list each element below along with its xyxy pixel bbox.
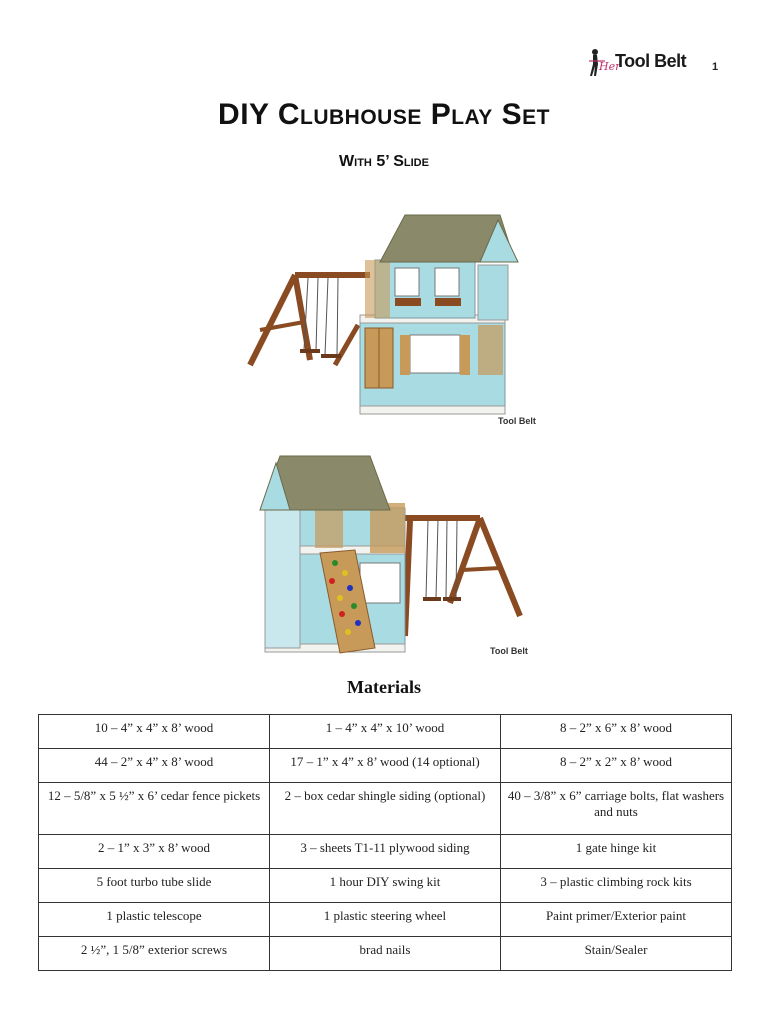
table-cell: 17 – 1” x 4” x 8’ wood (14 optional) [270,749,501,783]
materials-table [38,714,732,971]
table-cell: 3 – plastic climbing rock kits [501,869,732,903]
watermark: Tool Belt [498,416,536,426]
table-cell: 8 – 2” x 2” x 8’ wood [501,749,732,783]
table-cell: 40 – 3/8” x 6” carriage bolts, flat washers and nuts [501,783,732,835]
table-row [39,835,732,869]
table-cell: 3 – sheets T1-11 plywood siding [270,835,501,869]
table-cell: 1 plastic steering wheel [270,903,501,937]
clubhouse-front-illustration [240,210,540,435]
table-cell: 1 plastic telescope [39,903,270,937]
materials-heading: Materials [347,677,421,697]
her-tool-belt-logo [585,46,703,78]
page-subtitle: With 5’ Slide [339,153,429,170]
page-number: 1 [712,61,719,73]
table-row [39,749,732,783]
table-row [39,715,732,749]
table-cell: 2 – 1” x 3” x 8’ wood [39,835,270,869]
table-cell: brad nails [270,937,501,971]
table-cell: Paint primer/Exterior paint [501,903,732,937]
table-row [39,937,732,971]
table-cell: 12 – 5/8” x 5 ½” x 6’ cedar fence pickets [39,783,270,835]
table-cell: 2 – box cedar shingle siding (optional) [270,783,501,835]
table-cell: 5 foot turbo tube slide [39,869,270,903]
table-cell: 44 – 2” x 4” x 8’ wood [39,749,270,783]
watermark: Tool Belt [490,646,528,656]
table-cell: 10 – 4” x 4” x 8’ wood [39,715,270,749]
clubhouse-back-illustration [250,448,540,663]
table-row [39,869,732,903]
logo-script-text: Her [599,60,621,73]
page-title: DIY Clubhouse Play Set [218,98,550,131]
table-cell: 1 hour DIY swing kit [270,869,501,903]
table-cell: 1 – 4” x 4” x 10’ wood [270,715,501,749]
table-cell: 8 – 2” x 6” x 8’ wood [501,715,732,749]
table-row [39,783,732,835]
table-cell: Stain/Sealer [501,937,732,971]
table-cell: 2 ½”, 1 5/8” exterior screws [39,937,270,971]
logo-text: Tool Belt [615,51,687,71]
table-cell: 1 gate hinge kit [501,835,732,869]
table-row [39,903,732,937]
